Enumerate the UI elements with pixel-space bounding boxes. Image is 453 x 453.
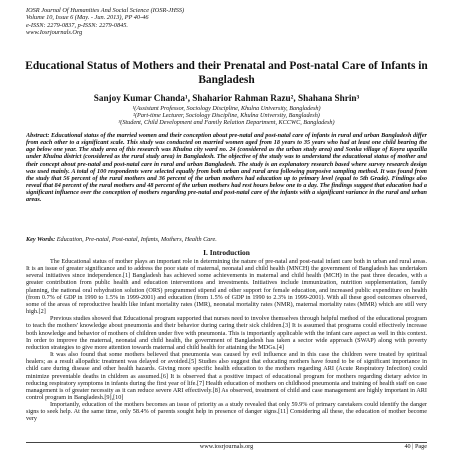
journal-issn: e-ISSN: 2279-0837, p-ISSN: 2279-0845.: [26, 21, 128, 29]
affiliation-3: ³(Student, Child Development and Family Relation Department, KCCWC, Bangladesh): [118, 119, 335, 127]
body-paragraph: It was also found that some mothers believed that pneumonia was caused by evil influence and in this case the children were treated by spiritual healers; as a result allopathic treatment was delayed or avoided.[5] Studies also suggest that educating mothers have found to be of significant importance in child care during disease and other health hazards. Giving more specific health education to the mothers regarding ARI (Acute Respiratory Infection) could minimize preventable deaths in children as assumed.[6] It is observed that a positive impact of educational program for mothers regarding dietary advice in reducing respiratory symptoms in infants during the first year of life.[7] Health education of mothers on childhood pneumonia and training of health staff on case management is of greater necessity as it can reduce severe ARI effectively.[8] As observed, treatment of child and case management are highly important in ARI control program in Bangladesh.[9],[10]: [26, 351, 427, 401]
paper-authors: Sanjoy Kumar Chanda¹, Shaharior Rahman Razu², Shahana Shrin³: [93, 93, 360, 103]
keywords: [26, 236, 427, 243]
body-paragraph: Importantly, education of the mothers becomes an issue of priority as a study revealed that only 59.9% of primary caretakers could identify the danger signs to seek help. At the same time, only 58.4% of parents sought help in presence of danger signs.[11] Considering all these, the education of mother become very: [26, 401, 427, 423]
abstract: [26, 132, 427, 204]
keywords-label: Key Words:: [26, 236, 56, 243]
body-text: [26, 258, 427, 423]
journal-site: www.Iosrjournals.Org: [26, 29, 83, 37]
author-affiliations: [20, 105, 433, 127]
section-title-introduction: I. Introduction: [203, 248, 250, 257]
body-paragraph: Previous studies showed that Educational program supported that nurses need to involve themselves through helpful method of the educational program to teach the mothers' knowledge about pneumonia and their behavior during caring their sick children.[3] It is assumed that programs could effectively increase both knowledge and behavior of mothers of children under five with pneumonia. This is importantly applicable with the infant care aspect as well in this context. In order to improve the maternal, neonatal and child health, the government of Bangladesh has taken a sector wide approach (SWAP) along with poverty reduction strategies to give more attention towards maternal and child health for attaining the MDGs.[4]: [26, 315, 427, 351]
footer-url[interactable]: www.iosrjournals.org: [199, 443, 254, 450]
abstract-text: Educational status of the married women and their conception about pre-natal and post-natal care of infants in rural and urban Bangladesh differ from each other to a significant scale. This study was conducted on married women aged from 18 years to 35 years who had at least one child bearing the age below one year. The study area of this research was Khulna city ward no. 24 (considered as the urban study area) and Sonka village of Koyra upazilla under Khulna district (considered as the rural study area) in Bangladesh. The objective of the study was to understand the educational status of mother and their concept about pre-natal and post-natal care in rural and urban Bangladesh. The study is an explanatory research based where survey research design was used mainly. A total of 100 respondents were selected equally from both urban and rural area following purposive sampling method. It was found from the study that 56 percent of the rural mothers and 36 percent of the urban mothers had education up to primary level (equal to 5th Grade). Findings also reveal that 84 percent of the rural mothers and 48 percent of the urban mothers had rest hours below one to a day. The findings suggest that education had a significant influence over the conception of mothers regarding pre-natal and post-natal care of the infants with a significant variance in the rural and urban areas.: [26, 132, 427, 204]
keywords-text: Education, Pre-natal, Post-natal, Infants, Mothers, Health Care.: [56, 236, 217, 243]
body-paragraph: The Educational status of mother plays an important role in determining the nature of pre-natal and post-natal infant care both in urban and rural areas. It is an issue of greater significance and to address the poor state of maternal, neonatal and child health (MNCH) the government of Bangladesh has undertaken several initiatives since independence.[1] Bangladesh has achieved some achievements in maternal and child health (MCH) in the past three decades, with a greater contribution from public health and education interventions and investments. Initiatives include immunization, nutrition supplementation, family planning, the national oral rehydration solution (ORS) programmed stipend and other support for female education, and increased public expenditure on health (from 0.7% of GDP in 1990 to 1.5% in 1999-2001) and education (from 1.5% of GDP in 1990 to 2.3% in 1999-2001). With all these good outcomes observed, some of the areas of reproductive health like infant mortality rates (IMR), neonatal mortality rates (NMR), maternal mortality rates (MMR) which are still very high.[2]: [26, 258, 427, 316]
journal-header: [26, 7, 326, 37]
abstract-label: Abstract:: [26, 132, 50, 139]
affiliation-1: ¹(Assistant Professor, Sociology Discipline, Khulna University, Bangladesh): [132, 105, 321, 112]
affiliation-2: ²(Part-time Lecturer, Sociology Discipline, Khulna University, Bangladesh): [133, 112, 320, 120]
journal-name: IOSR Journal Of Humanities And Social Science (IOSR-JHSS): [26, 7, 185, 14]
journal-volume: Volume 10, Issue 6 (May. - Jun. 2013), PP 40-46: [26, 14, 149, 22]
paper-title: Educational Status of Mothers and their Prenatal and Post-natal Care of Infants in Bangladesh: [25, 60, 428, 86]
page-number: 40 | Page: [404, 443, 427, 450]
